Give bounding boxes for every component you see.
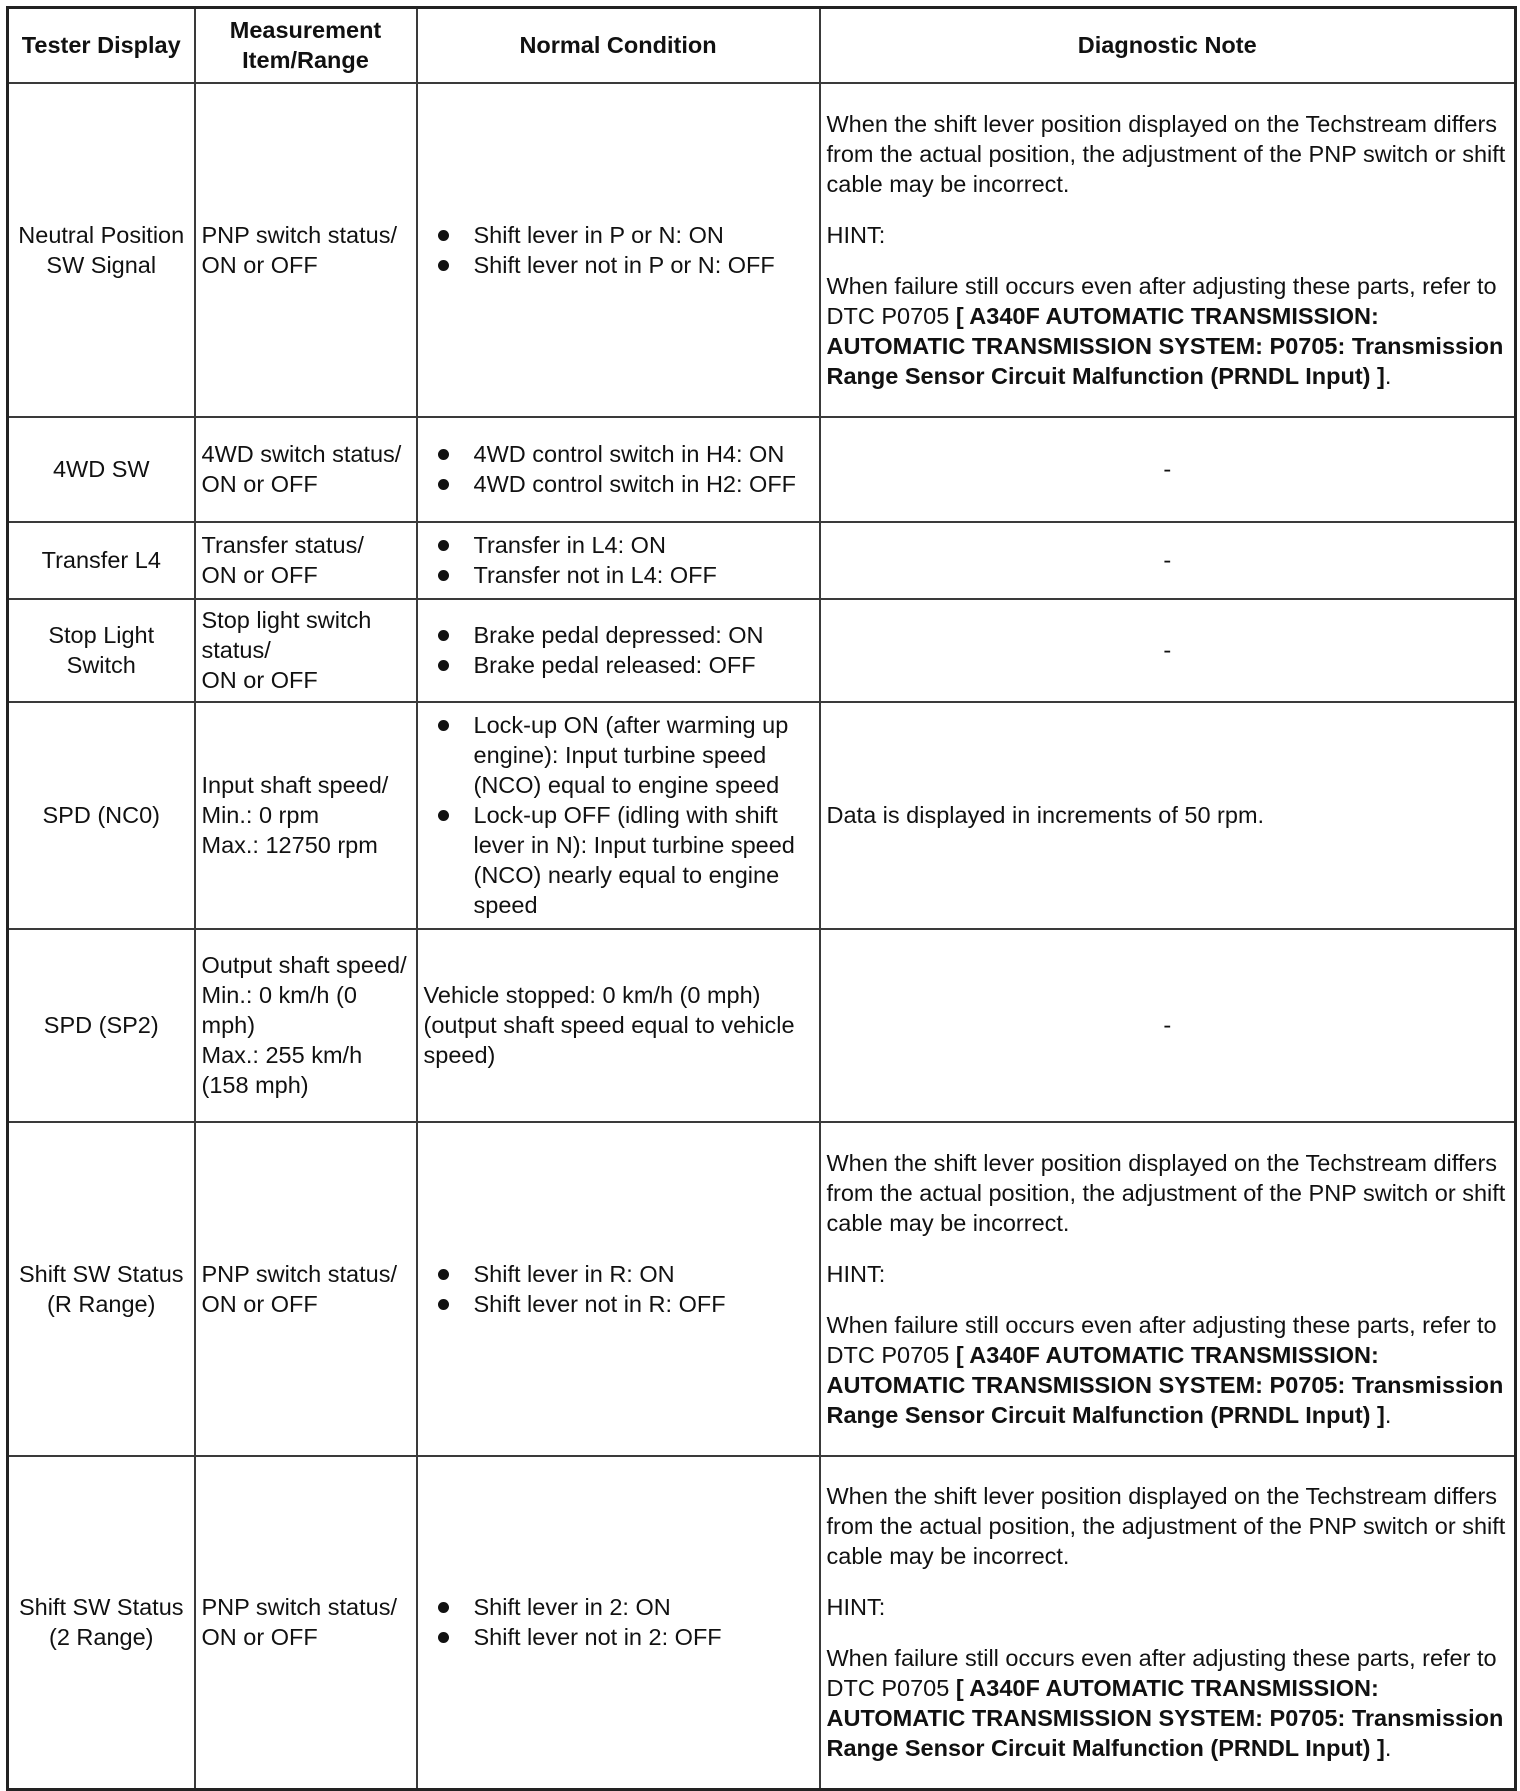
bullet-icon (438, 660, 449, 671)
list-item: Transfer not in L4: OFF (424, 560, 813, 590)
normal-condition-cell (417, 522, 820, 599)
measurement-line: PNP switch status/ (201, 1594, 397, 1621)
list-item: Shift lever in R: ON (424, 1259, 813, 1289)
list-item: Lock-up ON (after warming up engine): Input turbine speed (NCO) equal to engine speed (424, 710, 813, 800)
measurement-item-cell (195, 1122, 417, 1456)
condition-list (424, 220, 813, 280)
note-hint: HINT: (826, 1260, 886, 1287)
measurement-line: ON or OFF (201, 471, 318, 497)
measurement-line: ON or OFF (201, 1624, 318, 1651)
measurement-line: Transfer status/ (201, 532, 364, 558)
measurement-line: PNP switch status/ (201, 221, 397, 248)
note-paragraph: When the shift lever position displayed on the Techstream differs from the actual position, the adjustment of the PNP switch or shift cable may be incorrect. (826, 1483, 1506, 1570)
header-row (8, 8, 1516, 83)
measurement-line: Output shaft speed/ (201, 952, 407, 978)
measurement-line: Min.: 0 km/h (0 mph) (201, 982, 357, 1038)
tester-display-cell: SPD (NC0) (8, 702, 195, 929)
diagnostic-note-cell: - (820, 929, 1516, 1122)
diagnostic-note-cell (820, 1456, 1516, 1790)
note-paragraph: When the shift lever position displayed on the Techstream differs from the actual position, the adjustment of the PNP switch or shift cable may be incorrect. (826, 110, 1506, 197)
list-item: Brake pedal depressed: ON (424, 620, 813, 650)
list-item: Lock-up OFF (idling with shift lever in N): Input turbine speed (NCO) nearly equal to engine speed (424, 800, 813, 920)
bullet-icon (438, 1632, 449, 1643)
measurement-item-cell (195, 599, 417, 702)
condition-list (424, 439, 813, 499)
diagnostic-note-cell: Data is displayed in increments of 50 rpm. (820, 702, 1516, 929)
measurement-line: Min.: 0 rpm (201, 802, 320, 828)
table-row (8, 83, 1516, 417)
measurement-item-cell (195, 929, 417, 1122)
bullet-icon (438, 260, 449, 271)
bullet-icon (438, 630, 449, 641)
dtc-reference: [ A340F AUTOMATIC TRANSMISSION: AUTOMATIC TRANSMISSION SYSTEM: P0705: Transmission Range Sensor Circuit Malfunction (PRNDL Input) ] (826, 1341, 1504, 1428)
tester-display-cell: Transfer L4 (8, 522, 195, 599)
tester-display-cell: Shift SW Status (2 Range) (8, 1456, 195, 1790)
diagnostic-note-cell: - (820, 599, 1516, 702)
note-paragraph: When failure still occurs even after adjusting these parts, refer to DTC P0705 [ A340F AUTOMATIC TRANSMISSION: AUTOMATIC TRANSMISSION SYSTEM: P0705: Transmission Range Sensor Circuit Malfunction (PRNDL Input) ]. (826, 1645, 1504, 1762)
measurement-line: ON or OFF (201, 562, 318, 588)
measurement-line: Max.: 255 km/h (158 mph) (201, 1042, 363, 1098)
normal-condition-cell: Vehicle stopped: 0 km/h (0 mph) (output shaft speed equal to vehicle speed) (417, 929, 820, 1122)
diagnostic-note-cell (820, 1122, 1516, 1456)
header-diagnostic-note: Diagnostic Note (820, 8, 1516, 83)
diagnostic-note-cell: - (820, 522, 1516, 599)
header-tester-display: Tester Display (8, 8, 195, 83)
measurement-line: ON or OFF (201, 667, 318, 693)
bullet-icon (438, 540, 449, 551)
data-list-table (6, 6, 1517, 1791)
tester-display-cell: Shift SW Status (R Range) (8, 1122, 195, 1456)
list-item: 4WD control switch in H2: OFF (424, 469, 813, 499)
note-paragraph: When failure still occurs even after adjusting these parts, refer to DTC P0705 [ A340F AUTOMATIC TRANSMISSION: AUTOMATIC TRANSMISSION SYSTEM: P0705: Transmission Range Sensor Circuit Malfunction (PRNDL Input) ]. (826, 272, 1504, 389)
table-row (8, 1122, 1516, 1456)
list-item: Shift lever not in R: OFF (424, 1289, 813, 1319)
note-paragraph: When failure still occurs even after adjusting these parts, refer to DTC P0705 [ A340F AUTOMATIC TRANSMISSION: AUTOMATIC TRANSMISSION SYSTEM: P0705: Transmission Range Sensor Circuit Malfunction (PRNDL Input) ]. (826, 1311, 1504, 1428)
note-paragraph: When the shift lever position displayed on the Techstream differs from the actual position, the adjustment of the PNP switch or shift cable may be incorrect. (826, 1149, 1506, 1236)
condition-list (424, 1259, 813, 1319)
bullet-icon (438, 1602, 449, 1613)
header-normal-condition: Normal Condition (417, 8, 820, 83)
diagnostic-note-cell: - (820, 417, 1516, 522)
bullet-icon (438, 1299, 449, 1310)
list-item: Brake pedal released: OFF (424, 650, 813, 680)
measurement-item-cell (195, 83, 417, 417)
list-item: Shift lever not in P or N: OFF (424, 250, 813, 280)
normal-condition-cell (417, 599, 820, 702)
table-row (8, 522, 1516, 599)
condition-list (424, 710, 813, 920)
bullet-icon (438, 449, 449, 460)
normal-condition-cell (417, 83, 820, 417)
bullet-icon (438, 230, 449, 241)
list-item: Shift lever in P or N: ON (424, 220, 813, 250)
table-row (8, 702, 1516, 929)
normal-condition-cell (417, 1122, 820, 1456)
measurement-line: Max.: 12750 rpm (201, 832, 378, 858)
dtc-reference: [ A340F AUTOMATIC TRANSMISSION: AUTOMATIC TRANSMISSION SYSTEM: P0705: Transmission Range Sensor Circuit Malfunction (PRNDL Input) ] (826, 1675, 1504, 1762)
normal-condition-cell (417, 417, 820, 522)
bullet-icon (438, 570, 449, 581)
tester-display-cell: Neutral Position SW Signal (8, 83, 195, 417)
list-item: Transfer in L4: ON (424, 530, 813, 560)
table-row (8, 1456, 1516, 1790)
measurement-line: PNP switch status/ (201, 1260, 397, 1287)
measurement-line: Input shaft speed/ (201, 772, 389, 798)
bullet-icon (438, 810, 449, 821)
dtc-reference: [ A340F AUTOMATIC TRANSMISSION: AUTOMATIC TRANSMISSION SYSTEM: P0705: Transmission Range Sensor Circuit Malfunction (PRNDL Input) ] (826, 302, 1504, 389)
diagnostic-note-cell (820, 83, 1516, 417)
tester-display-cell: 4WD SW (8, 417, 195, 522)
table-row (8, 599, 1516, 702)
note-hint: HINT: (826, 1594, 886, 1621)
list-item: 4WD control switch in H4: ON (424, 439, 813, 469)
measurement-line: ON or OFF (201, 251, 318, 278)
normal-condition-cell (417, 702, 820, 929)
table-row (8, 929, 1516, 1122)
table-row (8, 417, 1516, 522)
measurement-item-cell (195, 1456, 417, 1790)
measurement-line: 4WD switch status/ (201, 441, 402, 467)
measurement-item-cell (195, 522, 417, 599)
note-hint: HINT: (826, 221, 886, 248)
list-item: Shift lever not in 2: OFF (424, 1622, 813, 1652)
bullet-icon (438, 479, 449, 490)
normal-condition-cell (417, 1456, 820, 1790)
bullet-icon (438, 1269, 449, 1280)
condition-list (424, 1592, 813, 1652)
condition-list (424, 530, 813, 590)
condition-list (424, 620, 813, 680)
tester-display-cell: Stop Light Switch (8, 599, 195, 702)
measurement-item-cell (195, 702, 417, 929)
measurement-item-cell (195, 417, 417, 522)
tester-display-cell: SPD (SP2) (8, 929, 195, 1122)
bullet-icon (438, 720, 449, 731)
measurement-line: ON or OFF (201, 1290, 318, 1317)
header-measurement-item: Measurement Item/Range (195, 8, 417, 83)
measurement-line: Stop light switch status/ (201, 607, 372, 663)
list-item: Shift lever in 2: ON (424, 1592, 813, 1622)
